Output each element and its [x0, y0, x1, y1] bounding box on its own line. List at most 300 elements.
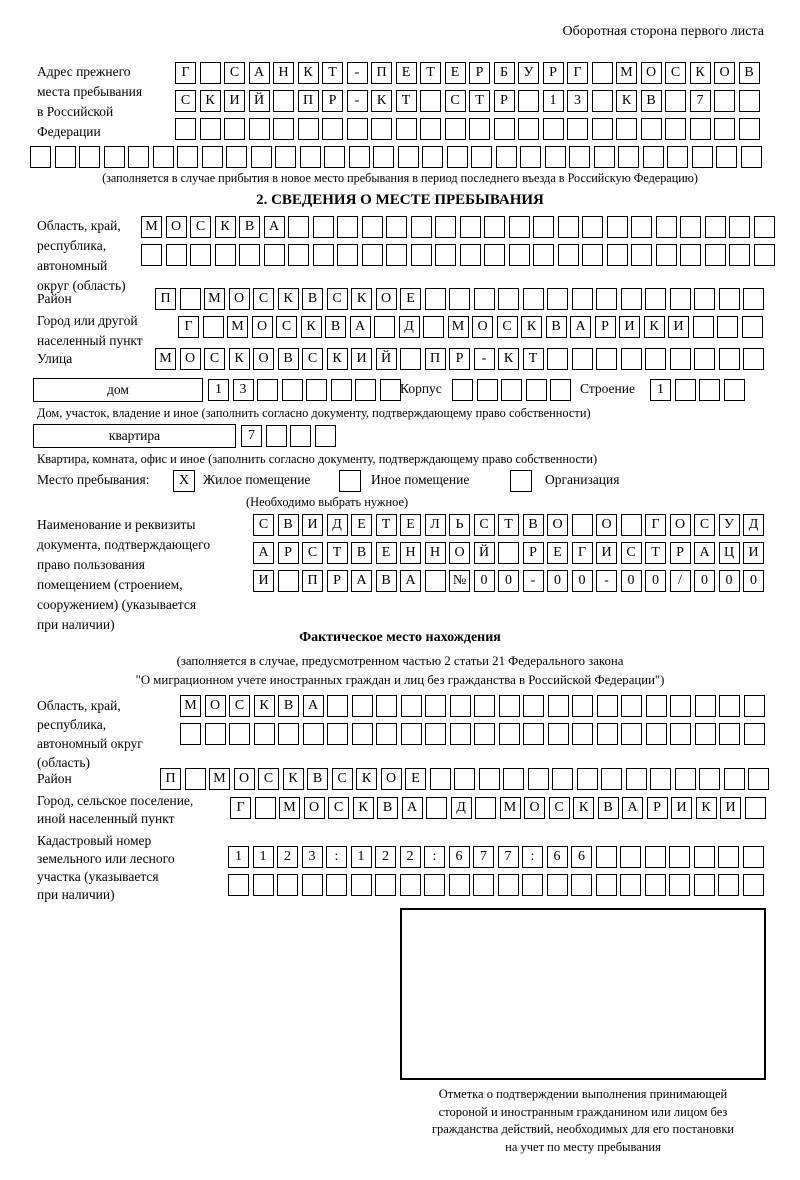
- char-cell: [373, 146, 394, 168]
- char-cell: Н: [400, 542, 421, 564]
- char-cell: Е: [400, 514, 421, 536]
- char-cell: Т: [396, 90, 417, 112]
- char-cell: [471, 146, 492, 168]
- char-cell: [520, 146, 541, 168]
- char-cell: [380, 379, 401, 401]
- char-cell: В: [546, 316, 567, 338]
- label-line: Федерации: [37, 124, 101, 139]
- char-cell: [518, 90, 539, 112]
- char-cell: П: [160, 768, 181, 790]
- char-cell: [331, 379, 352, 401]
- char-cell: [592, 90, 613, 112]
- label-line: Город, сельское поселение,: [37, 793, 194, 808]
- char-cell: [375, 874, 396, 896]
- char-cell: [724, 768, 745, 790]
- actual-location-note-2: "О миграционном учете иностранных граждан и лиц без гражданства в Российской Федерации"): [135, 673, 665, 687]
- char-cell: П: [298, 90, 319, 112]
- actual-district-row: [160, 768, 769, 790]
- char-cell: А: [303, 695, 324, 717]
- char-cell: [675, 768, 696, 790]
- prev-address-row-4: [30, 146, 762, 168]
- char-cell: [745, 797, 766, 819]
- char-cell: [742, 316, 763, 338]
- char-cell: [665, 90, 686, 112]
- char-cell: О: [714, 62, 735, 84]
- char-cell: 0: [694, 570, 715, 592]
- char-cell: [646, 723, 667, 745]
- char-cell: [425, 570, 446, 592]
- char-cell: [743, 846, 764, 868]
- char-cell: [597, 695, 618, 717]
- char-cell: 0: [621, 570, 642, 592]
- char-cell: Д: [743, 514, 764, 536]
- char-cell: [273, 90, 294, 112]
- char-cell: С: [224, 62, 245, 84]
- char-cell: [592, 62, 613, 84]
- char-cell: В: [351, 542, 372, 564]
- char-cell: Р: [523, 542, 544, 564]
- char-cell: Е: [396, 62, 417, 84]
- char-cell: [175, 118, 196, 140]
- cadastre-row-2: [228, 874, 764, 896]
- char-cell: Р: [670, 542, 691, 564]
- stay-type-checkbox-other: [339, 470, 361, 492]
- char-cell: [352, 695, 373, 717]
- actual-region-label: [37, 696, 143, 772]
- char-cell: [641, 118, 662, 140]
- char-cell: С: [327, 288, 348, 310]
- char-cell: С: [276, 316, 297, 338]
- char-cell: 1: [228, 846, 249, 868]
- char-cell: [326, 874, 347, 896]
- char-cell: [362, 244, 383, 266]
- char-cell: [423, 316, 444, 338]
- char-cell: С: [302, 542, 323, 564]
- char-cell: А: [264, 216, 285, 238]
- char-cell: [705, 244, 726, 266]
- char-cell: 1: [208, 379, 229, 401]
- char-cell: К: [254, 695, 275, 717]
- char-cell: [695, 723, 716, 745]
- char-cell: [498, 288, 519, 310]
- prev-address-row-3: [175, 118, 760, 140]
- char-cell: [420, 90, 441, 112]
- char-cell: [401, 723, 422, 745]
- char-cell: [257, 379, 278, 401]
- char-cell: [665, 118, 686, 140]
- cadastre-row-1: [228, 846, 764, 868]
- char-cell: [447, 146, 468, 168]
- char-cell: [558, 244, 579, 266]
- char-cell: [200, 118, 221, 140]
- char-cell: [718, 874, 739, 896]
- char-cell: 3: [233, 379, 254, 401]
- char-cell: К: [371, 90, 392, 112]
- char-cell: К: [327, 348, 348, 370]
- char-cell: М: [227, 316, 248, 338]
- char-cell: [249, 118, 270, 140]
- apartment-note: Квартира, комната, офис и иное (заполнить согласно документу, подтверждающему право собственности): [37, 452, 598, 466]
- char-cell: [719, 288, 740, 310]
- char-cell: М: [204, 288, 225, 310]
- char-cell: В: [376, 570, 397, 592]
- char-cell: [452, 379, 473, 401]
- char-cell: [460, 244, 481, 266]
- char-cell: [572, 514, 593, 536]
- char-cell: С: [665, 62, 686, 84]
- char-cell: [278, 723, 299, 745]
- char-cell: [645, 348, 666, 370]
- stay-type-checkbox-organization: [510, 470, 532, 492]
- char-cell: М: [279, 797, 300, 819]
- char-cell: [180, 723, 201, 745]
- char-cell: [545, 146, 566, 168]
- char-cell: С: [258, 768, 279, 790]
- char-cell: М: [141, 216, 162, 238]
- char-cell: К: [498, 348, 519, 370]
- char-cell: В: [239, 216, 260, 238]
- char-cell: [376, 723, 397, 745]
- prev-address-note: (заполняется в случае прибытия в новое место пребывания в период последнего въезда в Российскую Федерацию): [102, 171, 698, 185]
- char-cell: [352, 723, 373, 745]
- char-cell: К: [301, 316, 322, 338]
- char-cell: 2: [277, 846, 298, 868]
- char-cell: [475, 797, 496, 819]
- char-cell: 0: [572, 570, 593, 592]
- char-cell: [572, 348, 593, 370]
- char-cell: [190, 244, 211, 266]
- char-cell: [229, 723, 250, 745]
- char-cell: [430, 768, 451, 790]
- char-cell: [547, 874, 568, 896]
- doc-row-3: [253, 570, 764, 592]
- char-cell: А: [400, 570, 421, 592]
- char-cell: [695, 695, 716, 717]
- char-cell: [741, 146, 762, 168]
- char-cell: [680, 244, 701, 266]
- char-cell: [620, 874, 641, 896]
- char-cell: [226, 146, 247, 168]
- char-cell: [744, 695, 765, 717]
- district-label: Район: [37, 291, 72, 306]
- char-cell: [670, 348, 691, 370]
- label-line: помещением (строением,: [37, 577, 183, 592]
- char-cell: 7: [473, 846, 494, 868]
- char-cell: [518, 118, 539, 140]
- char-cell: [396, 118, 417, 140]
- char-cell: -: [523, 570, 544, 592]
- char-cell: [474, 288, 495, 310]
- char-cell: К: [521, 316, 542, 338]
- char-cell: [724, 379, 745, 401]
- char-cell: [705, 216, 726, 238]
- char-cell: [692, 146, 713, 168]
- doc-row-2: [253, 542, 764, 564]
- char-cell: И: [253, 570, 274, 592]
- cadastre-label: [37, 832, 175, 904]
- char-cell: [694, 288, 715, 310]
- char-cell: О: [641, 62, 662, 84]
- char-cell: [694, 846, 715, 868]
- char-cell: И: [668, 316, 689, 338]
- char-cell: О: [596, 514, 617, 536]
- char-cell: [282, 379, 303, 401]
- char-cell: 7: [690, 90, 711, 112]
- label-line: округ (область): [37, 278, 126, 293]
- prev-address-row-2: [175, 90, 760, 112]
- char-cell: [302, 874, 323, 896]
- char-cell: [601, 768, 622, 790]
- char-cell: 3: [567, 90, 588, 112]
- char-cell: [422, 146, 443, 168]
- char-cell: С: [474, 514, 495, 536]
- char-cell: [582, 244, 603, 266]
- char-cell: М: [209, 768, 230, 790]
- char-cell: Р: [494, 90, 515, 112]
- label-line: Кадастровый номер: [37, 833, 152, 848]
- char-cell: П: [371, 62, 392, 84]
- char-cell: [621, 348, 642, 370]
- char-cell: С: [621, 542, 642, 564]
- char-cell: [552, 768, 573, 790]
- char-cell: [699, 379, 720, 401]
- char-cell: [729, 244, 750, 266]
- char-cell: О: [234, 768, 255, 790]
- label-line: Адрес прежнего: [37, 64, 131, 79]
- char-cell: Г: [178, 316, 199, 338]
- district-row: [155, 288, 764, 310]
- actual-region-row-1: [180, 695, 765, 717]
- stay-type-option-residential: Жилое помещение: [203, 472, 311, 487]
- char-cell: Е: [351, 514, 372, 536]
- confirmation-stamp-box: [400, 908, 766, 1080]
- char-cell: А: [570, 316, 591, 338]
- prev-address-label: [37, 62, 142, 142]
- char-cell: Г: [567, 62, 588, 84]
- char-cell: [477, 379, 498, 401]
- char-cell: [180, 288, 201, 310]
- char-cell: [597, 723, 618, 745]
- label-line: участка (указывается: [37, 869, 159, 884]
- char-cell: О: [180, 348, 201, 370]
- char-cell: [327, 723, 348, 745]
- char-cell: [558, 216, 579, 238]
- label-line: на учет по месту пребывания: [505, 1139, 661, 1154]
- stay-type-option-organization: Организация: [545, 472, 620, 487]
- label-line: иной населенный пункт: [37, 811, 175, 826]
- char-cell: В: [523, 514, 544, 536]
- region-row-1: [141, 216, 775, 238]
- char-cell: [386, 244, 407, 266]
- char-cell: Д: [451, 797, 472, 819]
- char-cell: [718, 846, 739, 868]
- char-cell: [200, 62, 221, 84]
- char-cell: В: [307, 768, 328, 790]
- char-cell: [327, 695, 348, 717]
- char-cell: 0: [645, 570, 666, 592]
- char-cell: [547, 288, 568, 310]
- char-cell: К: [644, 316, 665, 338]
- char-cell: [79, 146, 100, 168]
- char-cell: :: [424, 846, 445, 868]
- char-cell: [275, 146, 296, 168]
- char-cell: [643, 146, 664, 168]
- char-cell: [522, 874, 543, 896]
- char-cell: [592, 118, 613, 140]
- char-cell: [669, 846, 690, 868]
- char-cell: М: [500, 797, 521, 819]
- house-note: Дом, участок, владение и иное (заполнить согласно документу, подтверждающему право собственности): [37, 406, 591, 420]
- char-cell: [499, 695, 520, 717]
- char-cell: К: [229, 348, 250, 370]
- char-cell: [621, 723, 642, 745]
- char-cell: [620, 846, 641, 868]
- char-cell: [675, 379, 696, 401]
- char-cell: -: [474, 348, 495, 370]
- char-cell: [435, 216, 456, 238]
- char-cell: М: [616, 62, 637, 84]
- char-cell: К: [573, 797, 594, 819]
- char-cell: [474, 723, 495, 745]
- label-line: земельного или лесного: [37, 851, 175, 866]
- char-cell: [424, 874, 445, 896]
- char-cell: Е: [547, 542, 568, 564]
- label-line: при наличии): [37, 617, 115, 632]
- char-cell: И: [596, 542, 617, 564]
- char-cell: [205, 723, 226, 745]
- char-cell: К: [353, 797, 374, 819]
- char-cell: [646, 695, 667, 717]
- char-cell: И: [743, 542, 764, 564]
- char-cell: [30, 146, 51, 168]
- char-cell: Г: [230, 797, 251, 819]
- actual-city-row: [230, 797, 766, 819]
- char-cell: [215, 244, 236, 266]
- char-cell: С: [332, 768, 353, 790]
- korpus-cells: [452, 379, 571, 401]
- char-cell: [547, 348, 568, 370]
- char-cell: А: [622, 797, 643, 819]
- char-cell: [496, 146, 517, 168]
- char-cell: [398, 146, 419, 168]
- char-cell: [533, 216, 554, 238]
- page-header-note: Оборотная сторона первого листа: [562, 24, 764, 39]
- char-cell: К: [200, 90, 221, 112]
- char-cell: [596, 874, 617, 896]
- char-cell: [298, 118, 319, 140]
- korpus-label: Корпус: [400, 381, 442, 396]
- char-cell: Ь: [449, 514, 470, 536]
- char-cell: [670, 723, 691, 745]
- char-cell: Р: [469, 62, 490, 84]
- char-cell: [631, 216, 652, 238]
- char-cell: Е: [405, 768, 426, 790]
- char-cell: 7: [498, 846, 519, 868]
- char-cell: [498, 874, 519, 896]
- actual-location-title: Фактическое место нахождения: [299, 630, 501, 645]
- char-cell: С: [445, 90, 466, 112]
- char-cell: [425, 723, 446, 745]
- char-cell: М: [155, 348, 176, 370]
- char-cell: Р: [449, 348, 470, 370]
- char-cell: К: [215, 216, 236, 238]
- char-cell: О: [547, 514, 568, 536]
- char-cell: Й: [376, 348, 397, 370]
- char-cell: -: [347, 90, 368, 112]
- char-cell: [426, 797, 447, 819]
- stay-type-checkbox-residential: X: [173, 470, 195, 492]
- char-cell: [202, 146, 223, 168]
- char-cell: [313, 244, 334, 266]
- char-cell: [716, 146, 737, 168]
- char-cell: [645, 874, 666, 896]
- char-cell: [616, 118, 637, 140]
- char-cell: [714, 118, 735, 140]
- char-cell: [743, 348, 764, 370]
- char-cell: Т: [376, 514, 397, 536]
- actual-city-label: [37, 792, 193, 828]
- char-cell: [104, 146, 125, 168]
- char-cell: У: [518, 62, 539, 84]
- label-line: населенный пункт: [37, 333, 143, 348]
- char-cell: [288, 216, 309, 238]
- char-cell: [526, 379, 547, 401]
- char-cell: [523, 288, 544, 310]
- char-cell: [670, 695, 691, 717]
- char-cell: [694, 874, 715, 896]
- char-cell: П: [425, 348, 446, 370]
- char-cell: 0: [743, 570, 764, 592]
- char-cell: С: [175, 90, 196, 112]
- char-cell: [572, 288, 593, 310]
- house-cells: [208, 379, 401, 401]
- char-cell: А: [402, 797, 423, 819]
- char-cell: [228, 874, 249, 896]
- char-cell: [596, 348, 617, 370]
- char-cell: 0: [719, 570, 740, 592]
- char-cell: Г: [175, 62, 196, 84]
- char-cell: О: [381, 768, 402, 790]
- char-cell: Д: [399, 316, 420, 338]
- char-cell: [254, 723, 275, 745]
- label-line: гражданства действий, необходимых для его постановки: [431, 1122, 735, 1136]
- char-cell: А: [249, 62, 270, 84]
- char-cell: О: [304, 797, 325, 819]
- char-cell: М: [180, 695, 201, 717]
- char-cell: Т: [322, 62, 343, 84]
- label-line: стороной и иностранным гражданином или лицом без: [438, 1104, 728, 1119]
- char-cell: [656, 216, 677, 238]
- char-cell: И: [302, 514, 323, 536]
- char-cell: [460, 216, 481, 238]
- char-cell: С: [497, 316, 518, 338]
- char-cell: О: [449, 542, 470, 564]
- char-cell: [273, 118, 294, 140]
- char-cell: Й: [474, 542, 495, 564]
- char-cell: [435, 244, 456, 266]
- char-cell: [484, 216, 505, 238]
- label-line: Область, край,: [37, 218, 121, 233]
- char-cell: [474, 695, 495, 717]
- char-cell: М: [448, 316, 469, 338]
- char-cell: В: [278, 348, 299, 370]
- char-cell: С: [302, 348, 323, 370]
- label-line: Город или другой: [37, 313, 138, 328]
- doc-label: [37, 515, 210, 635]
- label-line: право пользования: [37, 557, 145, 572]
- char-cell: К: [690, 62, 711, 84]
- char-cell: [501, 379, 522, 401]
